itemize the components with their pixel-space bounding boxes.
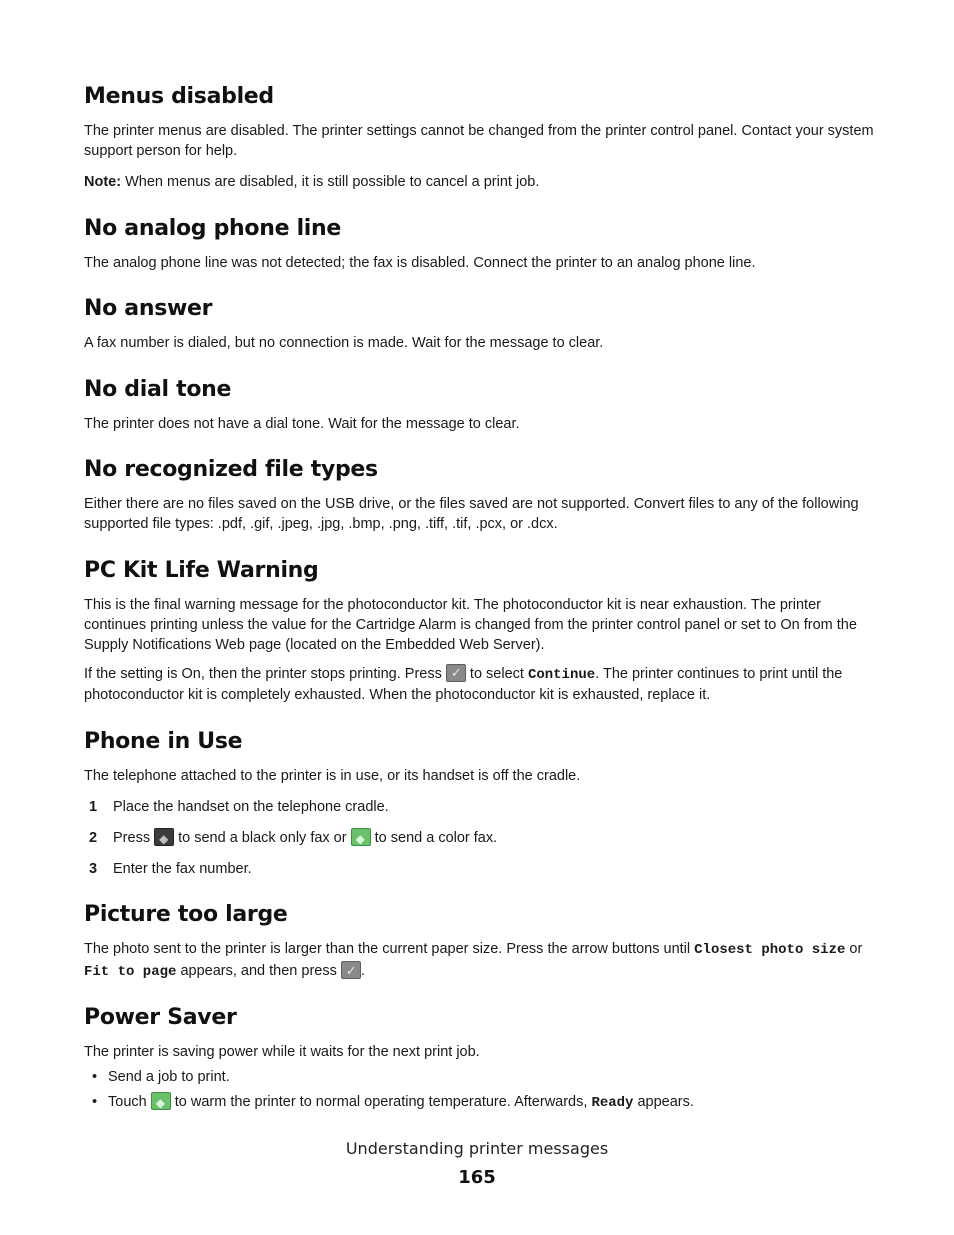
power-saver-body: The printer is saving power while it waits for the next print job. [84,1044,480,1060]
start-black-icon [154,828,174,846]
note-text: When menus are disabled, it is still possible to cancel a print job. [121,174,540,190]
step-text-b: to send a black only fax or [174,830,351,846]
bullet-text: Send a job to print. [108,1069,230,1085]
footer-title: Understanding printer messages [345,1139,609,1158]
no-dial-tone-body: The printer does not have a dial tone. Wait for the message to clear. [84,416,520,432]
step-text: Place the handset on the telephone cradle. [113,799,389,815]
heading-no-recognized-file-types: No recognized file types [84,457,378,482]
picture-large-body [84,939,874,983]
pc-kit-text-c: . The printer continues to print until the photoconductor kit is completely exhausted. When the photoconductor kit is exhausted, replace it. [84,666,843,703]
heading-picture-too-large: Picture too large [84,902,288,927]
heading-pc-kit-life-warning: PC Kit Life Warning [84,558,319,583]
picture-text-c: appears, and then press [176,963,341,979]
step-text-c: to send a color fax. [370,830,498,846]
picture-text-d: . [360,963,365,979]
bullet-item [84,1067,230,1087]
heading-menus-disabled: Menus disabled [84,84,274,109]
no-answer-body: A fax number is dialed, but no connection is made. Wait for the message to clear. [84,335,604,351]
select-check-icon [446,664,466,682]
step-2 [84,828,497,848]
step-number: 1 [89,799,98,815]
fit-to-page-code: Fit to page [84,964,177,980]
pc-kit-text-a: If the setting is On, then the printer stops printing. Press [84,666,446,682]
bullet-dot: • [92,1094,98,1110]
bullet-text-a: Touch [108,1094,151,1110]
picture-text-b: or [845,941,863,957]
start-color-icon [351,828,371,846]
no-file-types-body: Either there are no files saved on the USB drive, or the files saved are not supported. Convert files to any of the following supported file types: .pdf, .gif, .jpeg, .jpg, .bmp, .png, .tiff, .tif, .pcx, or .dcx. [84,496,859,532]
note-label: Note: [84,174,122,190]
step-3 [84,859,252,879]
step-number: 3 [89,861,98,877]
heading-phone-in-use: Phone in Use [84,729,243,754]
heading-no-analog-phone-line: No analog phone line [84,216,342,241]
menus-disabled-note [84,172,874,192]
continue-code: Continue [527,667,596,683]
phone-in-use-body: The telephone attached to the printer is in use, or its handset is off the cradle. [84,768,581,784]
select-check-icon [341,961,361,979]
closest-photo-size-code: Closest photo size [694,942,846,958]
page-number: 165 [458,1167,496,1188]
step-text-a: Press [113,830,155,846]
step-text: Enter the fax number. [113,861,252,877]
pc-kit-text-b: to select [465,666,528,682]
no-analog-body: The analog phone line was not detected; the fax is disabled. Connect the printer to an analog phone line. [84,255,756,271]
menus-disabled-body: The printer menus are disabled. The printer settings cannot be changed from the printer control panel. Contact your system support person for help. [84,123,874,159]
picture-text-a: The photo sent to the printer is larger than the current paper size. Press the arrow buttons until [84,941,695,957]
step-number: 2 [89,830,98,846]
pc-kit-body-1: This is the final warning message for the photoconductor kit. The photoconductor kit is near exhaustion. The printer continues printing unless the value for the Cartridge Alarm is changed from the printer control panel or set to On from the Supply Notifications Web page (located on the Embedded Web Server). [84,597,857,653]
bullet-item [84,1092,694,1113]
bullet-text-c: appears. [633,1094,694,1110]
heading-no-dial-tone: No dial tone [84,377,232,402]
heading-power-saver: Power Saver [84,1005,237,1030]
pc-kit-body-2 [84,664,874,705]
step-1 [84,797,389,817]
bullet-dot: • [92,1069,98,1085]
bullet-text-b: to warm the printer to normal operating temperature. Afterwards, [170,1094,592,1110]
heading-no-answer: No answer [84,296,213,321]
start-color-icon [151,1092,171,1110]
ready-code: Ready [591,1095,634,1111]
